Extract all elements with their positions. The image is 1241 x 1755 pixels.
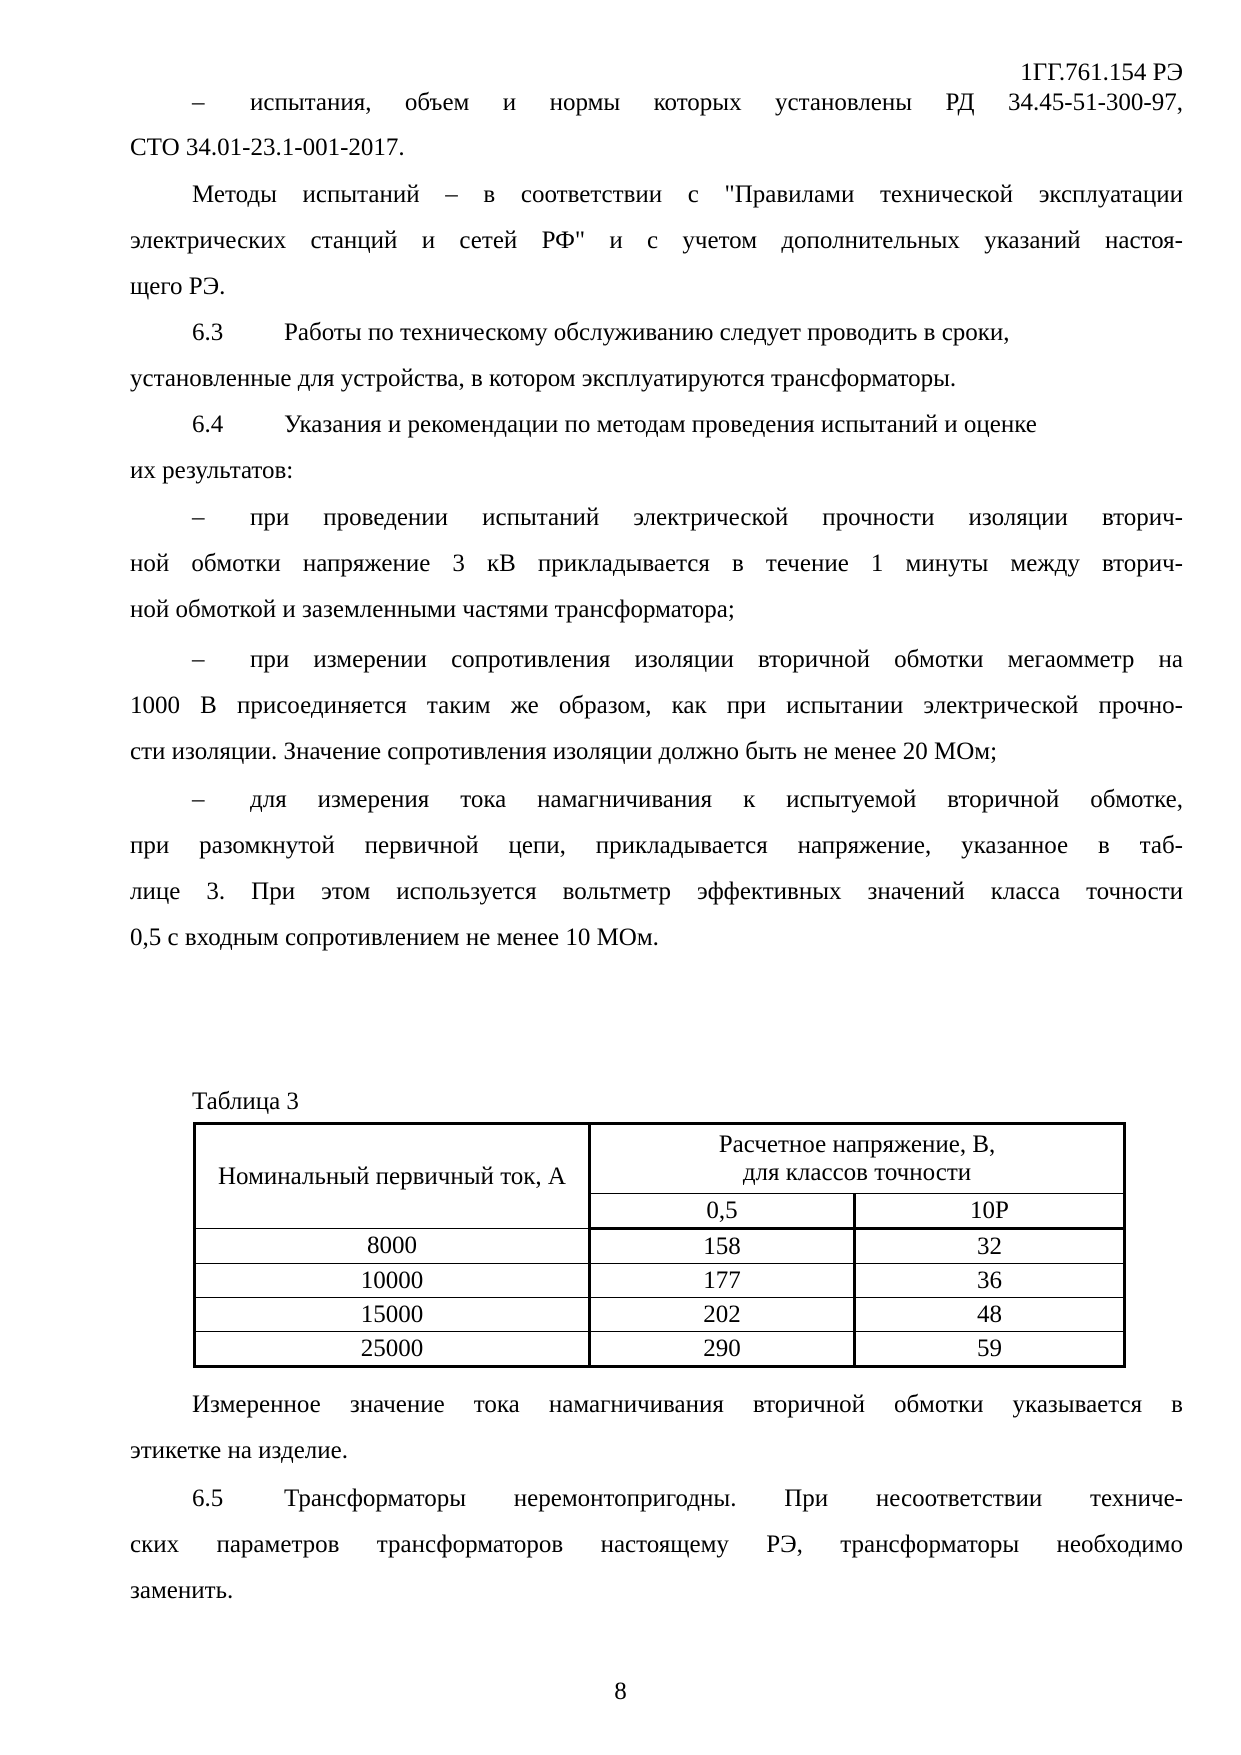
cell-voltage-10p: 48 [855,1298,1125,1332]
page-number: 8 [614,1678,627,1705]
cell-voltage-0-5: 158 [590,1229,855,1264]
header-nominal-current: Номинальный первичный ток, А [195,1124,590,1229]
paragraph-line: заменить. [130,1577,234,1604]
list-dash: – [192,646,205,673]
cell-voltage-10p: 59 [855,1332,1125,1367]
paragraph-line: ских параметров трансформаторов настоящему РЭ, трансформаторы необходимо [130,1531,1183,1558]
list-dash: – [192,786,205,813]
paragraph-line: – для измерения тока намагничивания к испытуемой вторичной обмотке, [192,786,1183,813]
paragraph-line: Методы испытаний – в соответствии с "Правилами технической эксплуатации [192,181,1183,208]
voltage-table [193,1122,1126,1368]
paragraph-line: их результатов: [130,457,294,484]
cell-current: 25000 [195,1332,590,1367]
paragraph-line: Измеренное значение тока намагничивания вторичной обмотки указывается в [192,1391,1183,1418]
paragraph-line: щего РЭ. [130,273,226,300]
header-class-0-5: 0,5 [590,1194,855,1229]
cell-current: 10000 [195,1264,590,1298]
table-row [195,1229,1125,1264]
paragraph-line: 6.4 Указания и рекомендации по методам проведения испытаний и оценке [192,411,1037,438]
paragraph-line: 6.3 Работы по техническому обслуживанию следует проводить в сроки, [192,319,1010,346]
header-rated-voltage: Расчетное напряжение, В, для классов точности [590,1124,1125,1194]
paragraph-line: 1000 В присоединяется таким же образом, как при испытании электрической прочно- [130,692,1183,719]
table-row [195,1332,1125,1367]
cell-current: 8000 [195,1229,590,1264]
paragraph-line: сти изоляции. Значение сопротивления изоляции должно быть не менее 20 МОм; [130,738,998,765]
paragraph-line: – испытания, объем и нормы которых установлены РД 34.45-51-300-97, [192,89,1183,116]
paragraph-line: установленные для устройства, в котором эксплуатируются трансформаторы. [130,365,957,392]
section-number: 6.5 [192,1485,224,1512]
cell-voltage-0-5: 202 [590,1298,855,1332]
document-code: 1ГГ.761.154 РЭ [1020,59,1183,86]
paragraph-line: – при измерении сопротивления изоляции вторичной обмотки мегаомметр на [192,646,1183,673]
table-caption: Таблица 3 [192,1088,299,1115]
cell-voltage-0-5: 177 [590,1264,855,1298]
cell-current: 15000 [195,1298,590,1332]
list-dash: – [192,504,205,531]
paragraph-line: электрических станций и сетей РФ" и с учетом дополнительных указаний настоя- [130,227,1183,254]
paragraph-line: – при проведении испытаний электрической прочности изоляции вторич- [192,504,1183,531]
section-number: 6.4 [192,411,224,438]
paragraph-line: ной обмоткой и заземленными частями трансформатора; [130,596,735,623]
paragraph-line: ной обмотки напряжение 3 кВ прикладывается в течение 1 минуты между вторич- [130,550,1183,577]
table-header-row [195,1124,1125,1194]
table-row [195,1298,1125,1332]
paragraph-line: лице 3. При этом используется вольтметр эффективных значений класса точности [130,878,1183,905]
cell-voltage-0-5: 290 [590,1332,855,1367]
table-row [195,1264,1125,1298]
paragraph-line: 0,5 с входным сопротивлением не менее 10 МОм. [130,924,659,951]
list-dash: – [192,89,205,116]
header-class-10p: 10Р [855,1194,1125,1229]
paragraph-line: СТО 34.01-23.1-001-2017. [130,134,405,161]
cell-voltage-10p: 36 [855,1264,1125,1298]
paragraph-line: этикетке на изделие. [130,1437,348,1464]
paragraph-line: при разомкнутой первичной цепи, прикладывается напряжение, указанное в таб- [130,832,1183,859]
section-number: 6.3 [192,319,224,346]
paragraph-line: 6.5 Трансформаторы неремонтопригодны. При несоответствии техниче- [192,1485,1183,1512]
cell-voltage-10p: 32 [855,1229,1125,1264]
